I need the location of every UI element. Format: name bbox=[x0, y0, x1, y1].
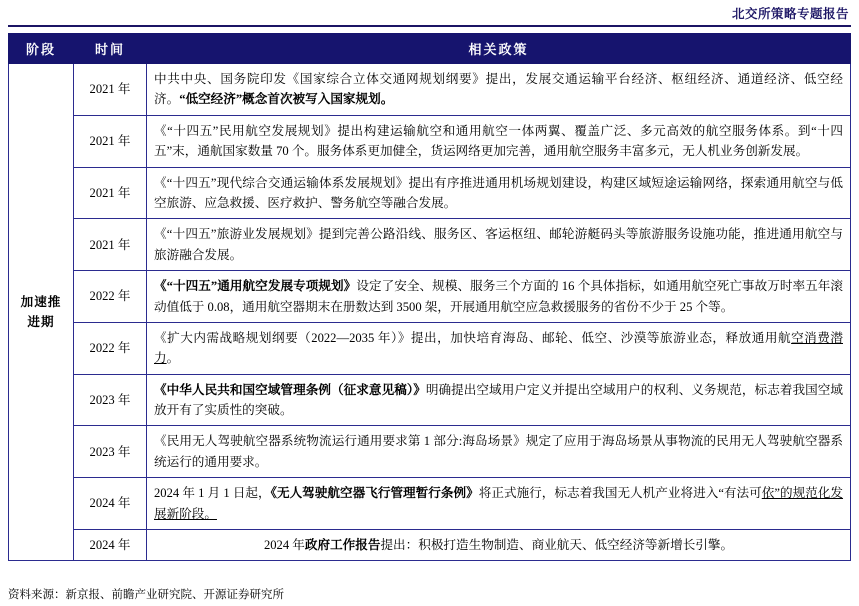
table-row bbox=[9, 478, 851, 530]
time-cell: 2021 年 bbox=[74, 115, 147, 167]
table-row bbox=[9, 271, 851, 323]
stage-cell: 加速推进期 bbox=[9, 64, 74, 561]
time-cell: 2021 年 bbox=[74, 219, 147, 271]
policy-cell: 《中华人民共和国空域管理条例（征求意见稿）》明确提出空域用户定义并提出空域用户的权利、义务规范，标志着我国空域放开有了实质性的突破。 bbox=[147, 374, 851, 426]
policy-cell: 中共中央、国务院印发《国家综合立体交通网规划纲要》提出，发展交通运输平台经济、枢纽经济、通道经济、低空经济。“低空经济”概念首次被写入国家规划。 bbox=[147, 64, 851, 116]
time-cell: 2022 年 bbox=[74, 271, 147, 323]
column-header-stage: 阶段 bbox=[9, 34, 74, 64]
table-row bbox=[9, 167, 851, 219]
policy-cell: 《“十四五”现代综合交通运输体系发展规划》提出有序推进通用机场规划建设，构建区域短途运输网络，探索通用航空与低空旅游、应急救援、医疗救护、警务航空等融合发展。 bbox=[147, 167, 851, 219]
table-row bbox=[9, 374, 851, 426]
column-header-policy: 相关政策 bbox=[147, 34, 851, 64]
policy-cell: 2024 年 1 月 1 日起，《无人驾驶航空器飞行管理暂行条例》将正式施行，标志着我国无人机产业将进入“有法可依”的规范化发展新阶段。 bbox=[147, 478, 851, 530]
table-header-row bbox=[9, 34, 851, 64]
time-cell: 2022 年 bbox=[74, 322, 147, 374]
policy-cell: 2024 年政府工作报告提出：积极打造生物制造、商业航天、低空经济等新增长引擎。 bbox=[147, 530, 851, 561]
time-cell: 2021 年 bbox=[74, 167, 147, 219]
policy-cell: 《民用无人驾驶航空器系统物流运行通用要求第 1 部分:海岛场景》规定了应用于海岛场景从事物流的民用无人驾驶航空器系统运行的通用要求。 bbox=[147, 426, 851, 478]
time-cell: 2024 年 bbox=[74, 478, 147, 530]
time-cell: 2021 年 bbox=[74, 64, 147, 116]
policy-cell: 《“十四五”民用航空发展规划》提出构建运输航空和通用航空一体两翼、覆盖广泛、多元高效的航空服务体系。到“十四五”末，通航国家数量 70 个。服务体系更加健全，货运网络更加完善，通用航空服务丰富多元，无人机业务创新发展。 bbox=[147, 115, 851, 167]
policy-cell: 《“十四五”通用航空发展专项规划》设定了安全、规模、服务三个方面的 16 个具体指标，如通用航空死亡事故万时率五年滚动值低于 0.08，通用航空器期末在册数达到 3500 架，开展通用航空应急救援服务的省份不少于 25 个等。 bbox=[147, 271, 851, 323]
column-header-time: 时间 bbox=[74, 34, 147, 64]
page-header-title: 北交所策略专题报告 bbox=[731, 7, 849, 21]
time-cell: 2023 年 bbox=[74, 374, 147, 426]
table-row bbox=[9, 426, 851, 478]
table-row bbox=[9, 322, 851, 374]
time-cell: 2023 年 bbox=[74, 426, 147, 478]
table-row bbox=[9, 219, 851, 271]
time-cell: 2024 年 bbox=[74, 530, 147, 561]
policy-table bbox=[8, 33, 851, 561]
source-note: 资料来源：新京报、前瞻产业研究院、开源证券研究所 bbox=[8, 589, 284, 601]
header-divider bbox=[8, 25, 851, 27]
table-row bbox=[9, 115, 851, 167]
table-row bbox=[9, 530, 851, 561]
policy-cell: 《“十四五”旅游业发展规划》提到完善公路沿线、服务区、客运枢纽、邮轮游艇码头等旅游服务设施功能，推进通用航空与旅游融合发展。 bbox=[147, 219, 851, 271]
table-head bbox=[9, 34, 851, 64]
table-row bbox=[9, 64, 851, 116]
table-body bbox=[9, 64, 851, 561]
policy-cell: 《扩大内需战略规划纲要（2022—2035 年）》提出，加快培育海岛、邮轮、低空、沙漠等旅游业态，释放通用航空消费潜力。 bbox=[147, 322, 851, 374]
